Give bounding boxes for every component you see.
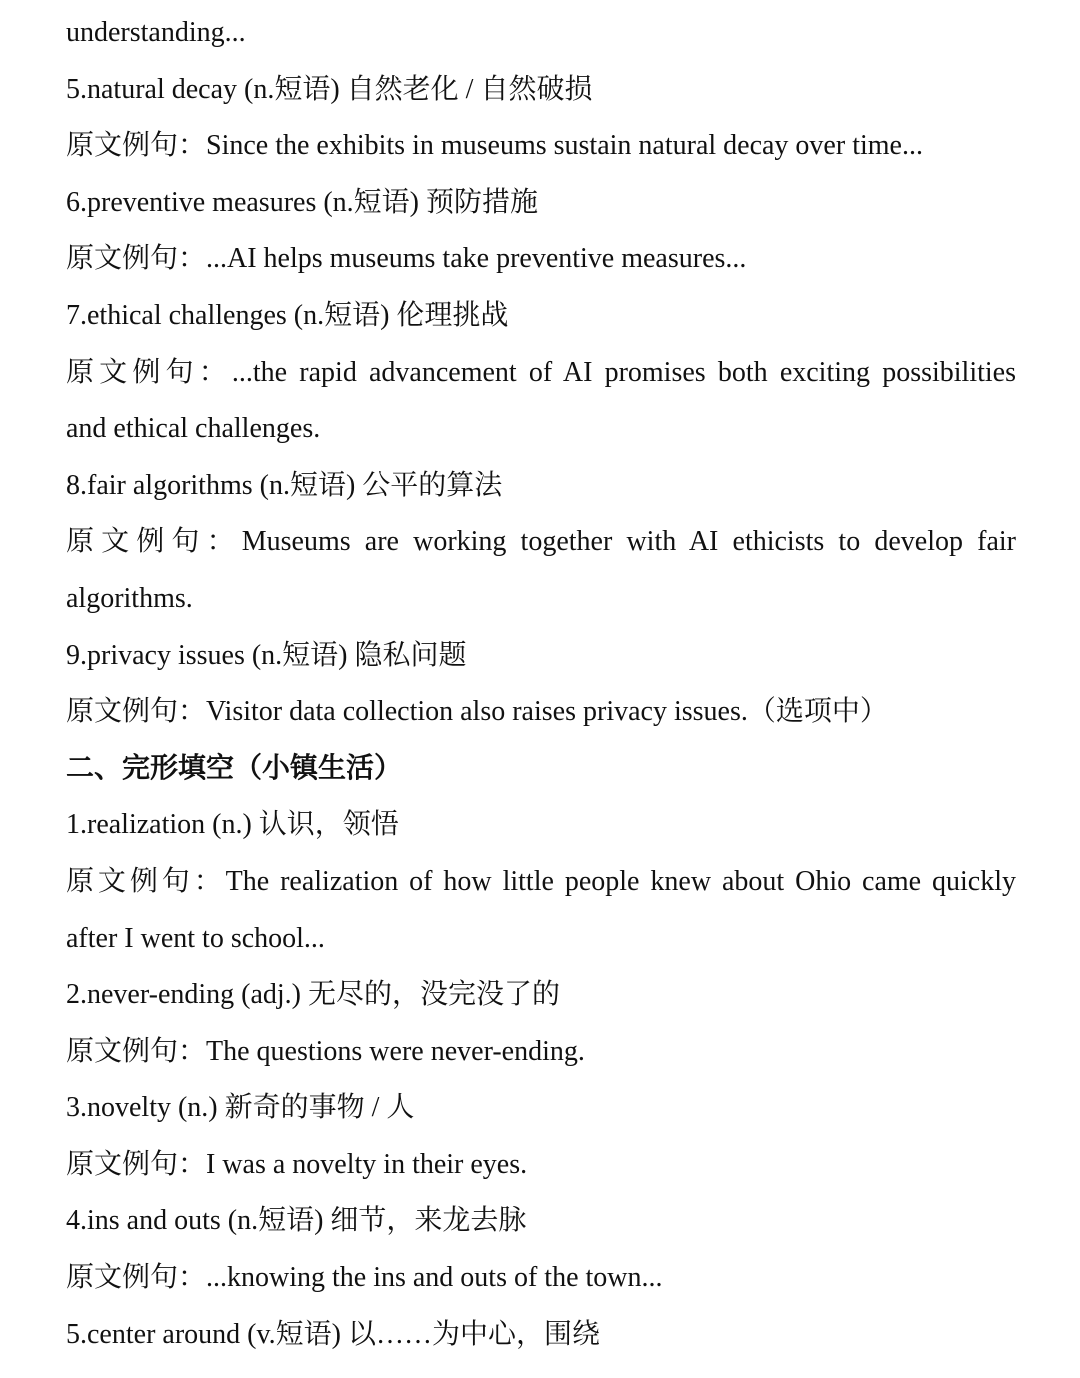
- vocab-entry-novelty: 3.novelty (n.) 新奇的事物 / 人: [66, 1092, 415, 1124]
- vocab-entry-natural-decay: 5.natural decay (n.短语) 自然老化 / 自然破损: [66, 73, 593, 105]
- example-sentence: 原文例句：Since the exhibits in museums sustain natural decay over time...: [66, 130, 923, 162]
- example-sentence: 原文例句：The questions were never-ending.: [66, 1035, 585, 1067]
- vocab-entry-preventive-measures: 6.preventive measures (n.短语) 预防措施: [66, 186, 538, 218]
- example-sentence-continued: after I went to school...: [66, 922, 325, 954]
- vocab-entry-center-around: 5.center around (v.短语) 以……为中心，围绕: [66, 1318, 600, 1350]
- document-page: [66, 5, 1016, 1363]
- example-sentence: 原文例句：I was a novelty in their eyes.: [66, 1148, 528, 1180]
- example-sentence: 原文例句：...AI helps museums take preventive measures...: [66, 243, 747, 275]
- example-sentence: 原文例句：Museums are working together with AI ethicists to develop fair: [66, 526, 1016, 558]
- vocab-entry-never-ending: 2.never-ending (adj.) 无尽的，没完没了的: [66, 979, 561, 1011]
- vocab-entry-fair-algorithms: 8.fair algorithms (n.短语) 公平的算法: [66, 469, 503, 501]
- example-sentence: 原文例句：Visitor data collection also raises privacy issues.（选项中）: [66, 696, 888, 728]
- example-sentence-continued: algorithms.: [66, 582, 193, 614]
- vocab-entry-ins-and-outs: 4.ins and outs (n.短语) 细节，来龙去脉: [66, 1205, 527, 1237]
- example-sentence-continued: and ethical challenges.: [66, 413, 321, 445]
- vocab-entry-ethical-challenges: 7.ethical challenges (n.短语) 伦理挑战: [66, 299, 509, 331]
- vocab-entry-privacy-issues: 9.privacy issues (n.短语) 隐私问题: [66, 639, 467, 671]
- example-sentence: 原文例句：...the rapid advancement of AI promises both exciting possibilities: [66, 356, 1016, 388]
- section-heading: 二、完形填空（小镇生活）: [66, 752, 403, 784]
- vocab-entry-realization: 1.realization (n.) 认识，领悟: [66, 809, 399, 841]
- example-sentence: 原文例句：The realization of how little people knew about Ohio came quickly: [66, 865, 1016, 897]
- example-sentence: 原文例句：...knowing the ins and outs of the town...: [66, 1262, 663, 1294]
- continued-sentence: understanding...: [66, 17, 246, 48]
